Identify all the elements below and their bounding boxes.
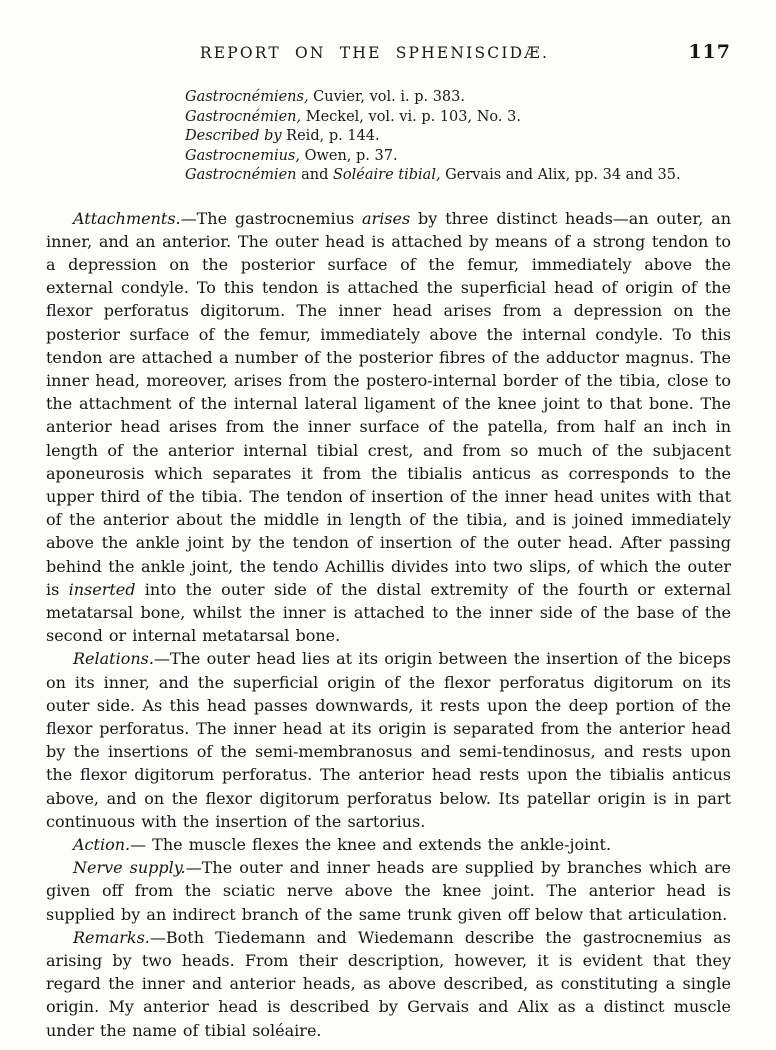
text-run: Reid, p. 144. (281, 128, 380, 144)
paragraph (46, 207, 731, 648)
text-run: —Both Tiedemann and Wiedemann describe the gastrocnemius as arising by two heads. From their description, however, it is evident that they regard the inner and anterior heads, as above described, as constituting a single origin. My anterior head is described by Gervais and Alix as a distinct muscle under the name of tibial soléaire. (46, 927, 731, 1040)
italic-run: Soléaire tibial, (333, 167, 441, 183)
paragraph (46, 833, 731, 856)
italic-run: arises (362, 208, 411, 228)
page-header (46, 41, 731, 66)
paragraph (46, 647, 731, 833)
synonymy-entry (185, 108, 731, 128)
synonymy-entry (185, 88, 731, 108)
page-number: 117 (688, 41, 731, 63)
synonymy-entry (185, 147, 731, 167)
italic-run: Gastrocnémien (185, 167, 297, 183)
italic-run: inserted (68, 579, 136, 599)
synonymy-list (185, 88, 731, 186)
italic-run: Described by (185, 128, 282, 144)
italic-run: Gastrocnemius, (185, 147, 300, 164)
running-title: REPORT ON THE SPHENISCIDÆ. (199, 44, 550, 62)
text-run: into the outer side of the distal extremity of the fourth or external metatarsal bone, whilst the inner is attached to the inner side of the base of the second or internal metatarsal bone. (46, 579, 731, 646)
italic-run: Gastrocnémiens, (185, 89, 309, 105)
text-run: —The gastrocnemius (180, 208, 362, 228)
text-run: —The outer head lies at its origin between the insertion of the biceps on its inner, and the superficial origin of the flexor perforatus digitorum on its outer side. As this head passes downwards, it rests upon the deep portion of the flexor perforatus. The inner head at its origin is separated from the anterior head by the insertions of the semi-membranosus and semi-tendinosus, and rests upon the flexor digitorum perforatus. The anterior head rests upon the tibialis anticus above, and on the flexor digitorum perforatus below. Its patellar origin is in part continuous with the insertion of the sartorius. (46, 649, 731, 831)
text-run: — The muscle flexes the knee and extends the ankle-joint. (130, 834, 612, 854)
paragraph (46, 856, 731, 926)
synonymy-entry (185, 127, 731, 147)
text-run: Owen, p. 37. (299, 147, 398, 164)
text-run: Meckel, vol. vi. p. 103, No. 3. (301, 108, 521, 125)
italic-run: Remarks. (73, 927, 150, 947)
text-run: Cuvier, vol. i. p. 383. (308, 89, 465, 105)
italic-run: Nerve supply. (73, 858, 186, 878)
italic-run: Relations. (73, 649, 154, 669)
text-run: Gervais and Alix, pp. 34 and 35. (440, 167, 681, 183)
text-run: and (296, 167, 333, 183)
italic-run: Attachments. (73, 208, 181, 228)
italic-run: Gastrocnémien, (185, 108, 302, 125)
paragraph (46, 926, 731, 1042)
body-text (46, 207, 731, 1042)
synonymy-entry (185, 166, 731, 186)
text-run: by three distinct heads—an outer, an inner, and an anterior. The outer head is attached by means of a strong tendon to a depression on the posterior surface of the femur, immediately above the external condyle. To this tendon is attached the superficial head of origin of the flexor perforatus digitorum. The inner head arises from a depression on the posterior surface of the femur, immediately above the internal condyle. To this tendon are attached a number of the posterior fibres of the adductor magnus. The inner head, moreover, arises from the postero-internal border of the tibia, close to the attachment of the internal lateral ligament of the knee joint to that bone. The anterior head arises from the inner surface of the patella, from half an inch in length of the anterior internal tibial crest, and from so much of the subjacent aponeurosis which separates it from the tibialis anticus as corresponds to the upper third of the tibia. The tendon of insertion of the inner head unites with that of the anterior about the middle in length of the tibia, and is joined immediately above the ankle joint by the tendon of insertion of the outer head. After passing behind the ankle joint, the tendo Achillis divides into two slips, of which the outer is (46, 208, 731, 599)
italic-run: Action. (73, 834, 131, 854)
text-run: —The outer and inner heads are supplied by branches which are given off from the sciatic nerve above the knee joint. The anterior head is supplied by an indirect branch of the same trunk given off below that articulation. (46, 858, 731, 924)
